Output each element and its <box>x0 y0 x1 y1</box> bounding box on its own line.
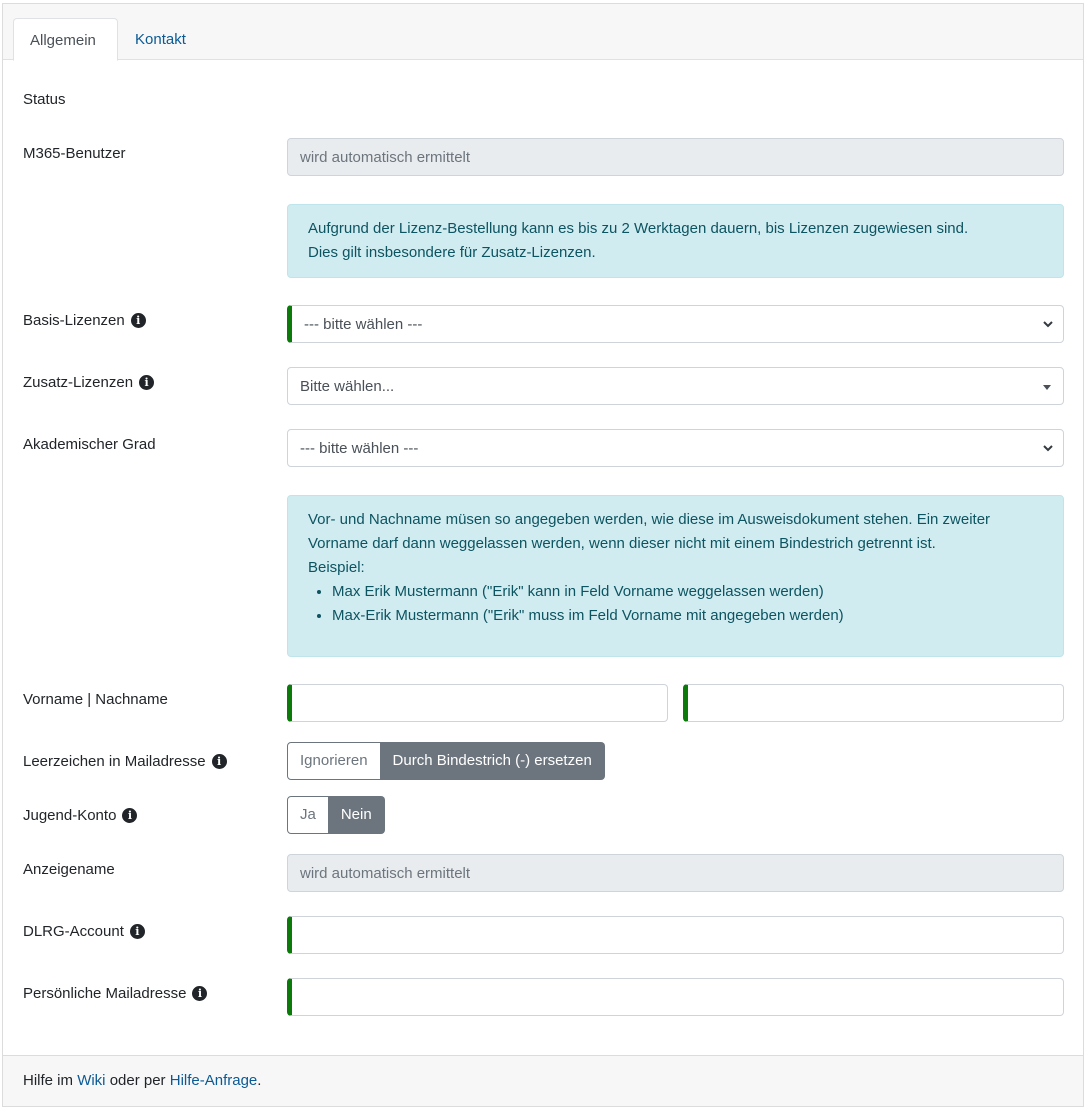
anzeigename-label: Anzeigename <box>23 861 115 878</box>
footer-suffix: . <box>257 1072 262 1089</box>
leerzeichen-text: Leerzeichen in Mailadresse <box>23 753 206 770</box>
hilfe-anfrage-link[interactable]: Hilfe-Anfrage <box>169 1072 258 1089</box>
akademischer-grad-label: Akademischer Grad <box>23 436 156 453</box>
license-alert-line-1: Aufgrund der Lizenz-Bestellung kann es bis zu 2 Werktagen dauern, bis Lizenzen zugewiesen sind. <box>308 220 969 237</box>
info-icon[interactable]: i <box>131 313 146 328</box>
form-card <box>2 3 1084 1107</box>
basis-lizenzen-text: Basis-Lizenzen <box>23 312 125 329</box>
m365-label: M365-Benutzer <box>23 145 126 162</box>
zusatz-lizenzen-multiselect[interactable] <box>287 367 1064 405</box>
m365-field <box>287 138 1064 176</box>
status-label: Status <box>23 91 66 108</box>
anzeigename-value: wird automatisch ermittelt <box>300 864 471 882</box>
zusatz-lizenzen-label <box>23 374 154 391</box>
jugend-konto-text: Jugend-Konto <box>23 807 117 824</box>
nachname-input[interactable] <box>683 684 1064 722</box>
name-alert-example: • Max Erik Mustermann ("Erik" kann in Feld Vorname weggelassen werden) <box>332 580 1043 604</box>
info-icon[interactable]: i <box>130 924 145 939</box>
ja-button[interactable]: Ja <box>287 796 329 834</box>
dlrg-account-text: DLRG-Account <box>23 923 124 940</box>
basis-lizenzen-value: --- bitte wählen --- <box>304 315 423 333</box>
bindestrich-button[interactable]: Durch Bindestrich (-) ersetzen <box>381 742 605 780</box>
info-icon[interactable]: i <box>139 375 154 390</box>
zusatz-lizenzen-text: Zusatz-Lizenzen <box>23 374 134 391</box>
license-alert-line-2: Dies gilt insbesondere für Zusatz-Lizenzen. <box>308 244 596 261</box>
chevron-down-icon <box>1041 317 1055 331</box>
name-alert-line-2: Vorname darf dann weggelassen werden, wenn dieser nicht mit einem Bindestrich getrennt ist. <box>308 535 936 552</box>
basis-lizenzen-label <box>23 312 146 329</box>
mailadresse-input-field[interactable] <box>304 979 1051 1015</box>
vorname-input[interactable] <box>287 684 668 722</box>
nachname-input-field[interactable] <box>700 685 1051 721</box>
akademischer-grad-select[interactable] <box>287 429 1064 467</box>
ignorieren-button[interactable]: Ignorieren <box>287 742 381 780</box>
chevron-down-icon <box>1041 441 1055 455</box>
anzeigename-field <box>287 854 1064 892</box>
card-footer <box>3 1055 1083 1106</box>
mailadresse-text: Persönliche Mailadresse <box>23 985 187 1002</box>
dlrg-account-input[interactable] <box>287 916 1064 954</box>
footer-prefix: Hilfe im <box>23 1072 74 1089</box>
leerzeichen-toggle <box>287 742 605 780</box>
info-icon[interactable]: i <box>192 986 207 1001</box>
jugend-konto-label <box>23 807 137 824</box>
leerzeichen-label <box>23 753 227 770</box>
m365-value: wird automatisch ermittelt <box>300 148 471 166</box>
name-alert-examples <box>308 580 1043 628</box>
caret-down-icon <box>1043 385 1051 390</box>
basis-lizenzen-select[interactable] <box>287 305 1064 343</box>
vorname-input-field[interactable] <box>304 685 655 721</box>
name-alert-example-label: Beispiel: <box>308 559 365 576</box>
name-alert-line-1: Vor- und Nachname müsen so angegeben werden, wie diese im Ausweisdokument stehen. Ein zweiter <box>308 511 991 528</box>
tab-allgemein[interactable]: Allgemein <box>13 18 118 61</box>
wiki-link[interactable]: Wiki <box>77 1072 106 1089</box>
name-info-alert <box>287 495 1064 657</box>
jugend-konto-toggle <box>287 796 385 834</box>
name-label: Vorname | Nachname <box>23 691 168 708</box>
akademischer-grad-value: --- bitte wählen --- <box>300 439 419 457</box>
mailadresse-input[interactable] <box>287 978 1064 1016</box>
license-info-alert <box>287 204 1064 278</box>
nein-button[interactable]: Nein <box>329 796 385 834</box>
zusatz-lizenzen-value: Bitte wählen... <box>300 377 395 395</box>
info-icon[interactable]: i <box>212 754 227 769</box>
mailadresse-label <box>23 985 207 1002</box>
dlrg-account-input-field[interactable] <box>304 917 1051 953</box>
tab-kontakt[interactable]: Kontakt <box>135 31 186 48</box>
info-icon[interactable]: i <box>122 808 137 823</box>
tab-bar <box>3 4 1083 60</box>
footer-middle: oder per <box>109 1072 166 1089</box>
dlrg-account-label <box>23 923 145 940</box>
name-alert-example: • Max-Erik Mustermann ("Erik" muss im Feld Vorname mit angegeben werden) <box>332 604 1043 628</box>
